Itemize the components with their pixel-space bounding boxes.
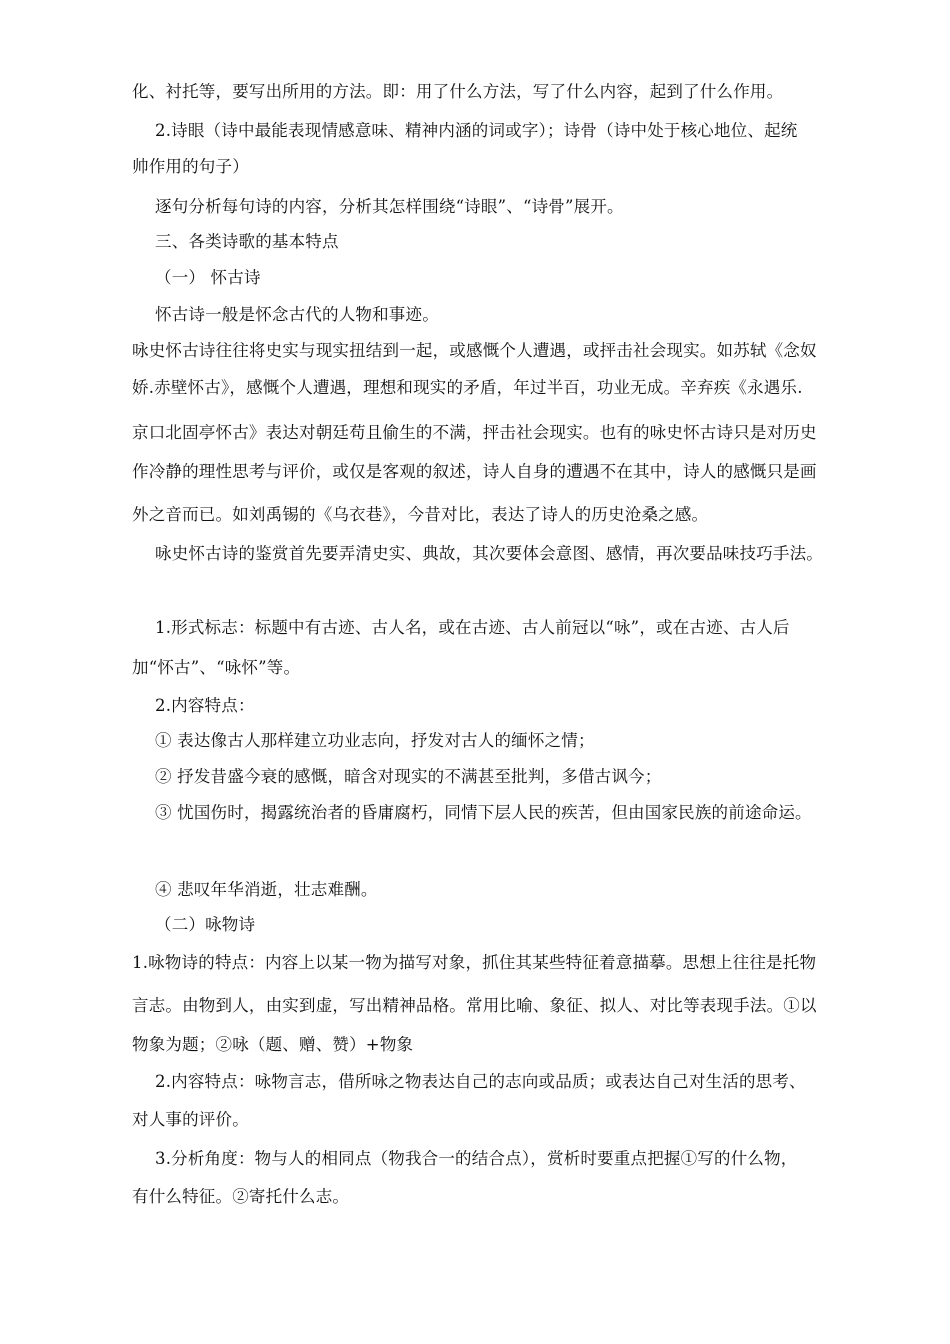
list-item: ③ 忧国伤时，揭露统治者的昏庸腐朽，同情下层人民的疾苦，但由国家民族的前途命运。 (155, 803, 812, 822)
paragraph-line: 有什么特征。②寄托什么志。 (132, 1187, 350, 1206)
paragraph-line: 逐句分析每句诗的内容，分析其怎样围绕“诗眼”、“诗骨”展开。 (155, 197, 624, 216)
paragraph-line: 对人事的评价。 (132, 1110, 249, 1129)
paragraph-line: 作冷静的理性思考与评价，或仅是客观的叙述，诗人自身的遭遇不在其中，诗人的感慨只是画 (132, 462, 817, 481)
subsection-heading: （二）咏物诗 (155, 915, 256, 934)
paragraph-line: 咏史怀古诗往往将史实与现实扭结到一起，或感慨个人遭遇，或抨击社会现实。如苏轼《念奴 (132, 341, 817, 360)
paragraph-line: 怀古诗一般是怀念古代的人物和事迹。 (155, 305, 439, 324)
list-item: ① 表达像古人那样建立功业志向，抒发对古人的缅怀之情； (155, 731, 595, 750)
paragraph-line: 化、衬托等，要写出所用的方法。即：用了什么方法，写了什么内容，起到了什么作用。 (132, 82, 784, 101)
paragraph-line: 3.分析角度：物与人的相同点（物我合一的结合点），赏析时要重点把握①写的什么物， (155, 1149, 798, 1168)
paragraph-line: 2.内容特点：咏物言志，借所咏之物表达自己的志向或品质；或表达自己对生活的思考、 (155, 1072, 806, 1091)
paragraph-line: 外之音而已。如刘禹锡的《乌衣巷》，今昔对比，表达了诗人的历史沧桑之感。 (132, 505, 709, 524)
section-heading: 三、各类诗歌的基本特点 (155, 232, 339, 251)
list-item: ② 抒发昔盛今衰的感慨，暗含对现实的不满甚至批判，多借古讽今； (155, 767, 662, 786)
paragraph-line: 2.诗眼（诗中最能表现情感意味、精神内涵的词或字）；诗骨（诗中处于核心地位、起统 (155, 121, 798, 140)
paragraph-line: 京口北固亭怀古》表达对朝廷苟且偷生的不满，抨击社会现实。也有的咏史怀古诗只是对历史 (132, 423, 817, 442)
paragraph-line: 娇.赤壁怀古》，感慨个人遭遇，理想和现实的矛盾，年过半百，功业无成。辛弃疾《永遇乐. (132, 378, 803, 397)
paragraph-line: 物象为题；②咏（题、赠、赞）+物象 (132, 1035, 414, 1054)
paragraph-line: 1.咏物诗的特点：内容上以某一物为描写对象，抓住其某些特征着意描摹。思想上往往是托物 (132, 953, 817, 972)
list-item: ④ 悲叹年华消逝，壮志难酬。 (155, 880, 378, 899)
paragraph-line: 咏史怀古诗的鉴赏首先要弄清史实、典故，其次要体会意图、感情，再次要品味技巧手法。 (155, 544, 823, 563)
paragraph-line: 2.内容特点： (155, 696, 255, 715)
paragraph-line: 1.形式标志：标题中有古迹、古人名，或在古迹、古人前冠以“咏”，或在古迹、古人后 (155, 618, 790, 637)
paragraph-line: 言志。由物到人，由实到虚，写出精神品格。常用比喻、象征、拟人、对比等表现手法。①以 (132, 996, 817, 1015)
subsection-heading: （一） 怀古诗 (155, 268, 261, 287)
paragraph-line: 帅作用的句子） (132, 157, 249, 176)
paragraph-line: 加“怀古”、“咏怀”等。 (132, 658, 301, 677)
